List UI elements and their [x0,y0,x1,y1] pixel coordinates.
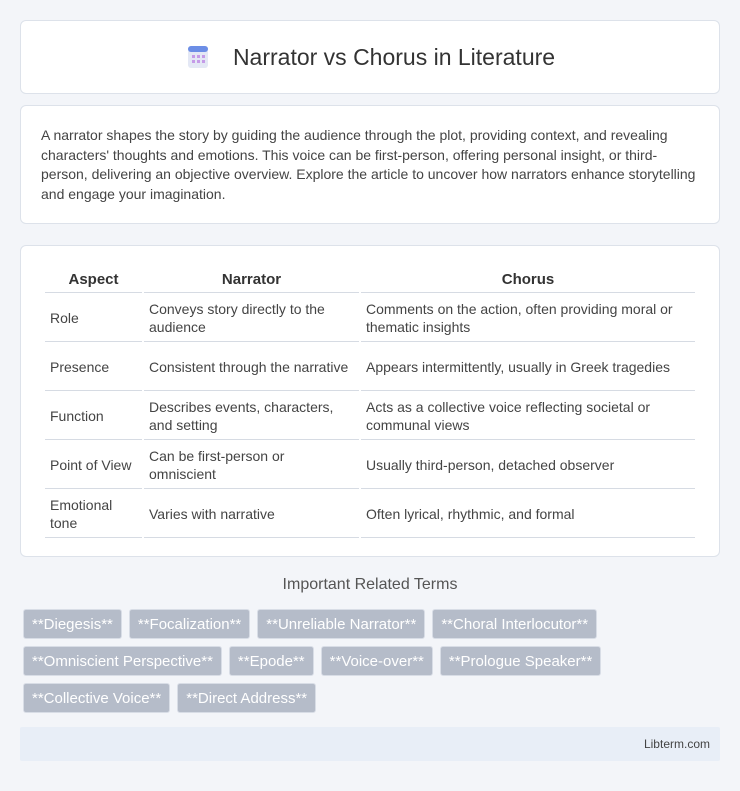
table-header-row [45,266,695,293]
footer-site-link[interactable]: Libterm.com [643,737,710,751]
table-row [45,491,695,538]
header-narrator: Narrator [144,266,359,293]
related-term-tag[interactable]: **Collective Voice** [23,683,170,713]
page-title: Narrator vs Chorus in Literature [232,43,556,70]
title-card [20,20,720,94]
intro-text: A narrator shapes the story by guiding the audience through the plot, providing context, and revealing characters' thoughts and emotions. This voice can be first-person, offering personal insight, or third-person, delivering an objective overview. Explore the article to uncover how narrators enhance storytelling and engage your imagination. [41,127,696,202]
cell-aspect: Point of View [45,442,142,489]
cell-chorus: Appears intermittently, usually in Greek tragedies [361,344,695,391]
related-term-tag[interactable]: **Diegesis** [23,609,122,639]
cell-aspect: Emotional tone [45,491,142,538]
cell-narrator: Varies with narrative [144,491,359,538]
header-chorus: Chorus [361,266,695,293]
comparison-table [43,264,697,540]
cell-narrator: Can be first-person or omniscient [144,442,359,489]
cell-narrator: Describes events, characters, and setting [144,393,359,440]
header-aspect: Aspect [45,266,142,293]
table-row [45,442,695,489]
cell-narrator: Conveys story directly to the audience [144,295,359,342]
table-row [45,295,695,342]
cell-chorus: Usually third-person, detached observer [361,442,695,489]
cell-aspect: Function [45,393,142,440]
related-terms-heading: Important Related Terms [282,576,458,593]
intro-card [20,105,720,224]
related-term-tag[interactable]: **Choral Interlocutor** [432,609,597,639]
related-term-tag[interactable]: **Epode** [229,646,314,676]
cell-narrator: Consistent through the narrative [144,344,359,391]
related-terms-list [23,609,723,713]
related-term-tag[interactable]: **Direct Address** [177,683,316,713]
cell-chorus: Often lyrical, rhythmic, and formal [361,491,695,538]
comparison-card [20,245,720,557]
footer [20,727,720,761]
related-term-tag[interactable]: **Focalization** [129,609,250,639]
cell-chorus: Comments on the action, often providing moral or thematic insights [361,295,695,342]
related-term-tag[interactable]: **Unreliable Narrator** [257,609,425,639]
table-row [45,393,695,440]
document-icon [185,44,211,70]
table-row [45,344,695,391]
related-term-tag[interactable]: **Omniscient Perspective** [23,646,222,676]
related-term-tag[interactable]: **Voice-over** [321,646,433,676]
cell-chorus: Acts as a collective voice reflecting societal or communal views [361,393,695,440]
cell-aspect: Role [45,295,142,342]
cell-aspect: Presence [45,344,142,391]
related-term-tag[interactable]: **Prologue Speaker** [440,646,601,676]
